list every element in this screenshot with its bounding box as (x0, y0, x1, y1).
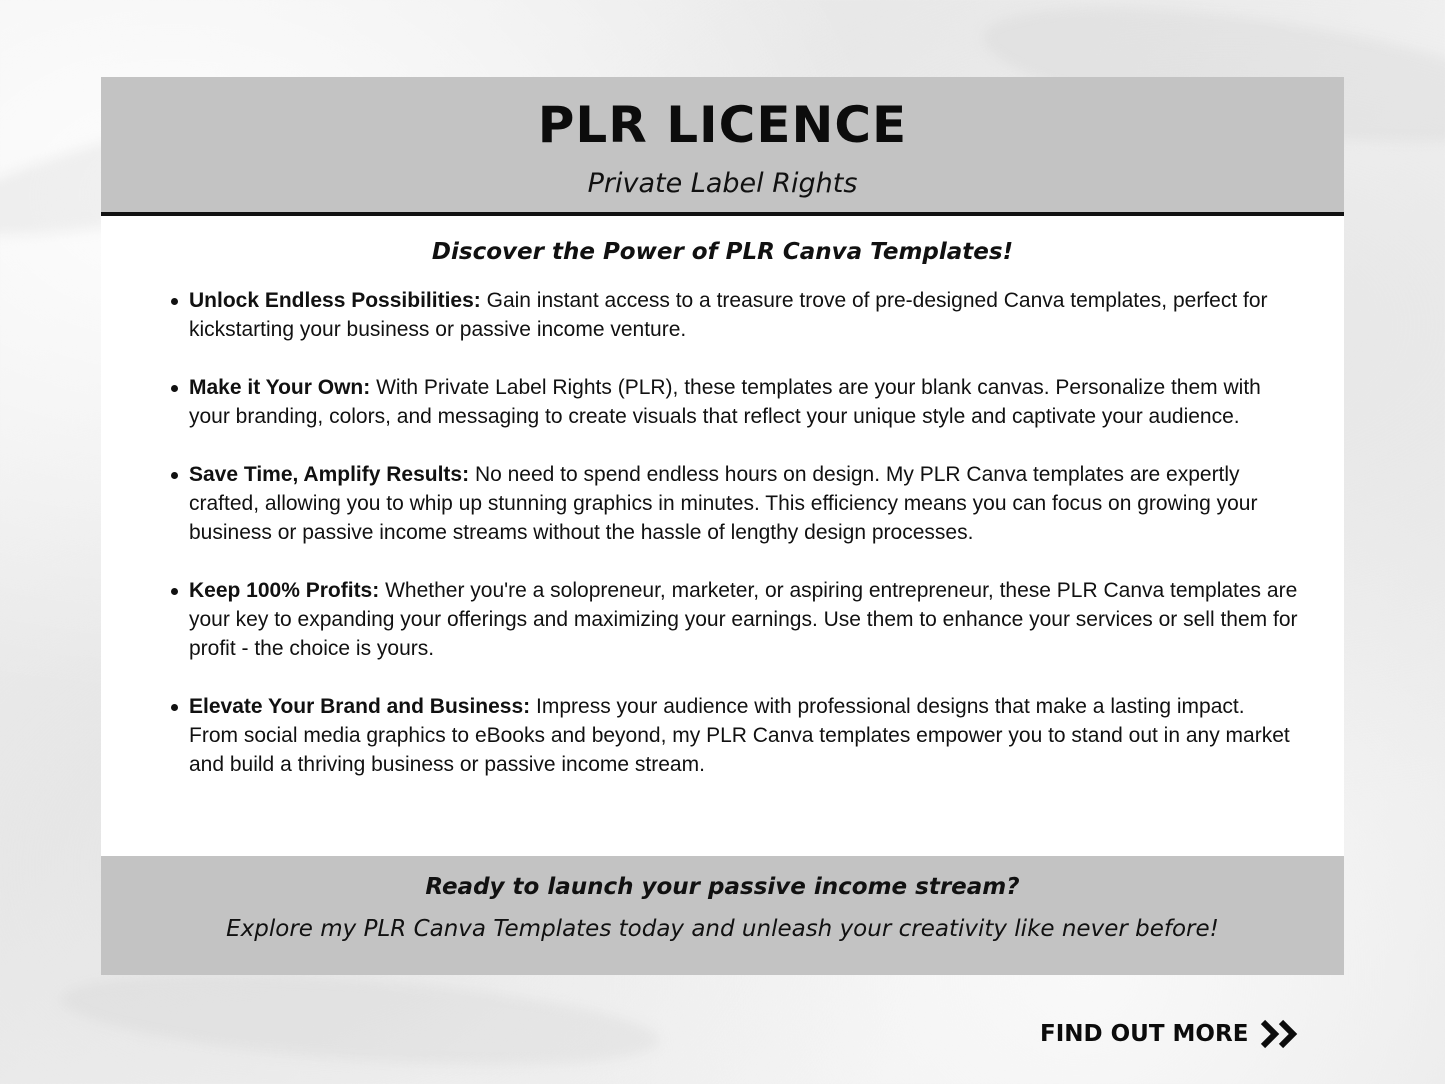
benefit-item (169, 460, 1299, 547)
benefit-title: Keep 100% Profits: (189, 579, 380, 602)
benefit-text: Impress your audience with professional designs that make a lasting impact. From social media graphics to eBooks and beyond, my PLR Canva templates empower you to stand out in any market and build a thriving business or passive income stream. (189, 695, 1290, 776)
benefit-item (169, 373, 1299, 431)
benefit-text: Gain instant access to a treasure trove of pre-designed Canva templates, perfect for kickstarting your business or passive income venture. (189, 289, 1268, 341)
benefit-item (169, 286, 1299, 344)
find-out-more-link[interactable] (1040, 1014, 1304, 1054)
footer-banner (101, 856, 1344, 975)
benefit-text: No need to spend endless hours on design. My PLR Canva templates are expertly crafted, allowing you to whip up stunning graphics in minutes. This efficiency means you can focus on growing your business or passive income streams without the hassle of lengthy design processes. (189, 463, 1258, 544)
benefits-list (169, 286, 1299, 808)
benefit-item (169, 576, 1299, 663)
background-texture (58, 959, 662, 1081)
find-out-more-label: FIND OUT MORE (1040, 1021, 1249, 1047)
footer-question: Ready to launch your passive income stream? (425, 874, 1020, 900)
benefit-title: Save Time, Amplify Results: (189, 463, 470, 486)
header-banner (101, 77, 1344, 216)
page-subtitle: Private Label Rights (587, 168, 858, 199)
tagline-heading: Discover the Power of PLR Canva Templates! (431, 239, 1014, 265)
benefit-text: With Private Label Rights (PLR), these templates are your blank canvas. Personalize them with your branding, colors, and messaging to create visuals that reflect your unique style and captivate your audience. (189, 376, 1261, 428)
footer-call-to-action: Explore my PLR Canva Templates today and unleash your creativity like never before! (226, 916, 1219, 942)
licence-card (101, 77, 1344, 975)
page-title: PLR LICENCE (537, 96, 908, 154)
benefit-text: Whether you're a solopreneur, marketer, or aspiring entrepreneur, these PLR Canva templates are your key to expanding your offerings and maximizing your earnings. Use them to enhance your services or sell them for profit - the choice is yours. (189, 579, 1298, 660)
benefit-title: Unlock Endless Possibilities: (189, 289, 481, 312)
benefit-title: Make it Your Own: (189, 376, 371, 399)
benefit-title: Elevate Your Brand and Business: (189, 695, 531, 718)
benefit-item (169, 692, 1299, 779)
double-chevron-right-icon (1260, 1019, 1304, 1049)
